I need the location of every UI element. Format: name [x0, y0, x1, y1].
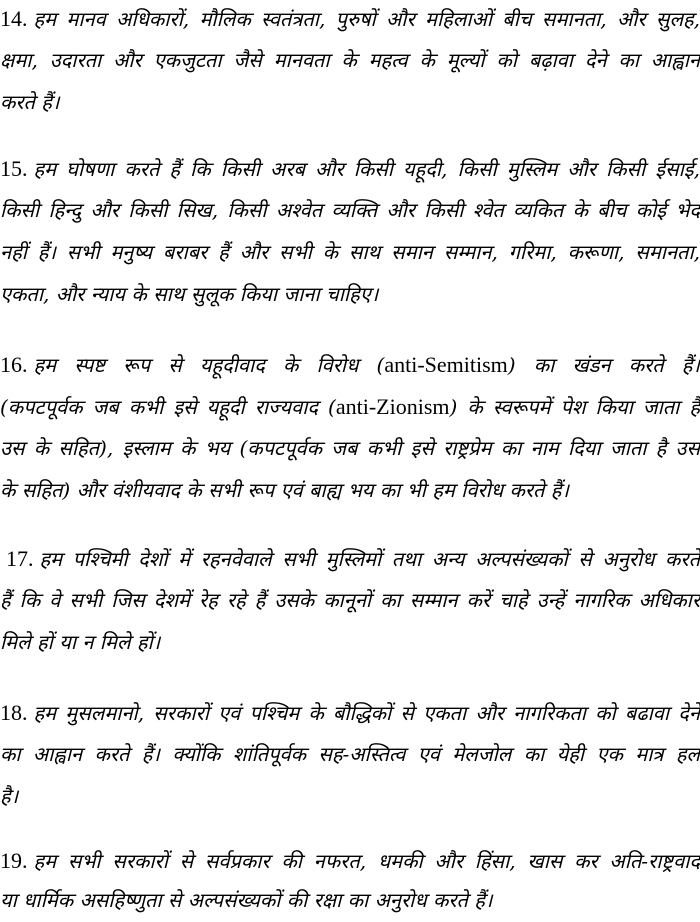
paragraph-text: हैं कि वे सभी जिस देशमें रेह रहे हैं उसके कानूनों का सम्मान करें चाहे उन्हें नागरिक अधिकार	[0, 588, 700, 612]
paragraph-text: हम घोषणा करते हैं कि किसी अरब और किसी यहूदी, किसी मुस्लिम और किसी ईसाई,	[33, 157, 700, 181]
paragraph-text: हम मानव अधिकारों, मौलिक स्वतंत्रता, पुरुषों और महिलाओं बीच समानता, और सुलह,	[33, 7, 700, 31]
paragraph-text: उस के सहित), इस्लाम के भय (कपटपूर्वक जब कभी इसे राष्ट्रप्रेम का नाम दिया जाता है उस	[0, 436, 700, 460]
paragraph-line	[0, 84, 700, 121]
paragraph-line	[0, 388, 700, 425]
paragraph-number: 19.	[0, 848, 28, 873]
paragraph-text: एकता, और न्याय के साथ सुलूक किया जाना चाहिए।	[0, 282, 379, 306]
paragraph-line	[0, 736, 700, 773]
paragraph-line	[0, 582, 700, 619]
paragraph-text: करते हैं।	[0, 90, 60, 114]
paragraph-line	[0, 42, 700, 79]
paragraph-text: हम मुसलमानो, सरकारों एवं पश्चिम के बौद्धिकों से एकता और नागरिकता को बढावा देने	[33, 701, 700, 725]
paragraph-number: 18.	[0, 700, 28, 725]
paragraph-text: का आह्वान करते हैं। क्योंकि शांतिपूर्वक सह-अस्तित्व एवं मेलजोल का येही एक मात्र हल	[0, 742, 700, 766]
paragraph-line	[0, 472, 700, 509]
paragraph-number: 15.	[0, 156, 28, 181]
paragraph-line	[0, 192, 700, 229]
paragraph-line	[0, 346, 700, 383]
paragraph-text: क्षमा, उदारता और एकजुटता जैसे मानवता के महत्व के मूल्यों को बढ़ावा देने का आह्वान	[0, 48, 700, 72]
paragraph-line	[0, 540, 700, 577]
latin-term: anti-Semitism	[384, 352, 508, 377]
paragraph-text: या धार्मिक असहिष्णुता से अल्पसंख्यकों की रक्षा का अनुरोध करते हैं।	[0, 888, 493, 912]
paragraph-text: है।	[0, 784, 19, 808]
paragraph-text: के सहित) और वंशीयवाद के सभी रूप एवं बाह्य भय का भी हम विरोध करते हैं।	[0, 478, 569, 502]
paragraph-line	[0, 882, 700, 919]
paragraph-line	[0, 842, 700, 879]
paragraph-number: 16.	[0, 352, 28, 377]
paragraph-text: मिले हों या न मिले हों।	[0, 630, 161, 654]
paragraph-text: हम सभी सरकारों से सर्वप्रकार की नफरत, धमकी और हिंसा, खास कर अति-राष्ट्रवाद	[33, 849, 700, 873]
paragraph-text: हम स्पष्ट रूप से यहूदीवाद के विरोध (anti-Semitism) का खंडन करते हैं।	[33, 352, 700, 377]
paragraph-line	[0, 0, 700, 37]
paragraph-line	[0, 276, 700, 313]
paragraph-text: हम पश्चिमी देशों में रहनवेवाले सभी मुस्लिमों तथा अन्य अल्पसंख्यकों से अनुरोध करते	[39, 547, 700, 571]
paragraph-text: (कपटपूर्वक जब कभी इसे यहूदी राज्यवाद (anti-Zionism) के स्वरूपमें पेश किया जाता है	[0, 394, 700, 419]
paragraph-text: किसी हिन्दु और किसी सिख, किसी अश्वेत व्यक्ति और किसी श्वेत व्यकित के बीच कोई भेद	[0, 198, 700, 222]
latin-term: anti-Zionism	[335, 394, 450, 419]
paragraph-number: 17.	[6, 546, 34, 571]
paragraph-line	[0, 694, 700, 731]
paragraph-number: 14.	[0, 6, 28, 31]
paragraph-line	[0, 778, 700, 815]
paragraph-line	[0, 430, 700, 467]
paragraph-text: नहीं हैं। सभी मनुष्य बराबर हैं और सभी के साथ समान सम्मान, गरिमा, करूणा, समानता,	[0, 240, 700, 264]
paragraph-line	[0, 624, 700, 661]
paragraph-line	[0, 150, 700, 187]
paragraph-line	[0, 234, 700, 271]
